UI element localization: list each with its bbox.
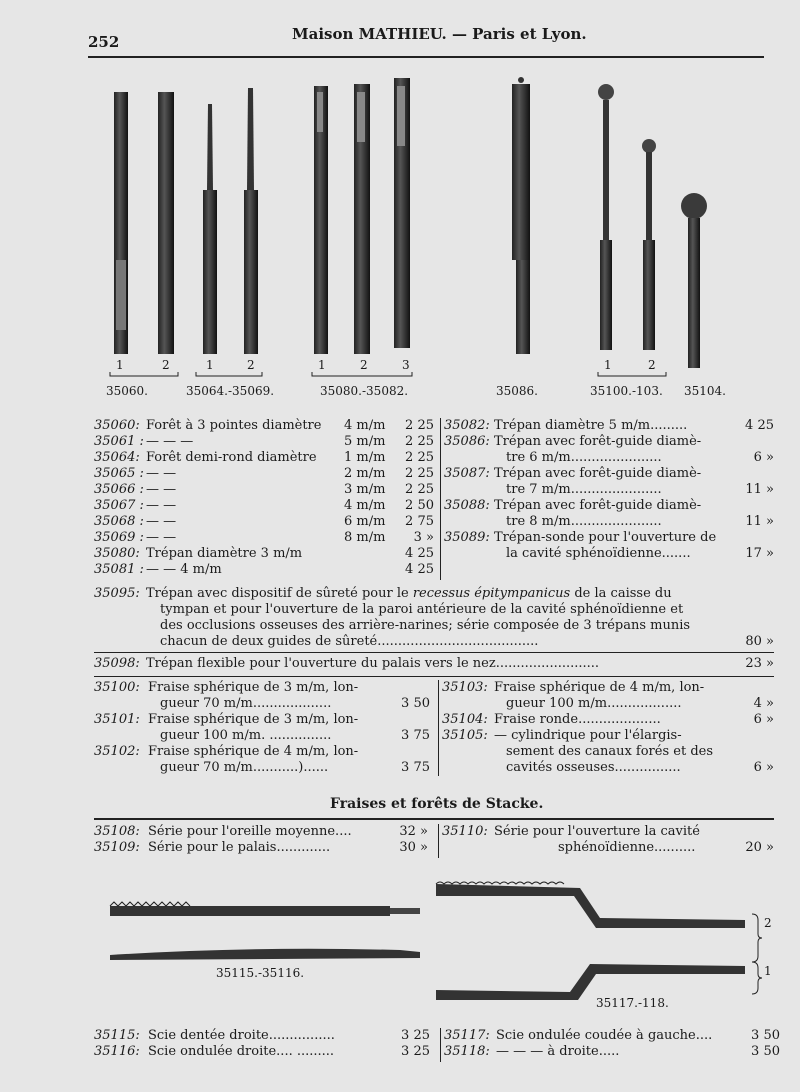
column-divider xyxy=(440,1028,441,1062)
item-code: 35081 : xyxy=(94,562,144,577)
item-code: 35068 : xyxy=(94,514,144,529)
item-price: 80 » xyxy=(745,634,774,649)
item-price: 32 » xyxy=(399,824,428,839)
item-desc: — — xyxy=(146,498,177,513)
item-desc: — — xyxy=(146,530,177,545)
item-desc: Fraise sphérique de 4 m/m, lon- xyxy=(494,680,705,695)
figure-number: 1 xyxy=(116,358,124,372)
item-code: 35066 : xyxy=(94,482,144,497)
straight-toothed-saw xyxy=(110,902,420,916)
figure-caption: 35117.-118. xyxy=(596,996,669,1010)
item-price: 2 25 xyxy=(405,418,434,433)
item-price: 2 25 xyxy=(405,450,434,465)
item-price: 2 25 xyxy=(405,482,434,497)
item-desc: — cylindrique pour l'élargis- xyxy=(494,728,682,743)
figure-caption: 35060. xyxy=(106,384,148,398)
item-desc-cont: sphénoïdienne.......... xyxy=(558,840,696,855)
page-number: 252 xyxy=(88,33,120,51)
item-size: 5 m/m xyxy=(344,434,386,449)
item-desc: Trépan flexible pour l'ouverture du palais vers le nez......................... xyxy=(146,656,600,671)
item-desc: Trépan avec forêt-guide diamè- xyxy=(494,434,702,449)
item-desc-cont: gueur 100 m/m. ............... xyxy=(160,728,332,743)
item-code: 35110: xyxy=(442,824,488,839)
item-code: 35102: xyxy=(94,744,140,759)
item-desc: Série pour le palais............. xyxy=(148,840,331,855)
item-code: 35087: xyxy=(444,466,490,481)
figure-number: 2 xyxy=(764,916,772,930)
item-desc: — — xyxy=(146,466,177,481)
item-code: 35089: xyxy=(444,530,490,545)
figure-number: 1 xyxy=(604,358,612,372)
item-desc: Trépan avec forêt-guide diamè- xyxy=(494,498,702,513)
item-desc: Trépan diamètre 5 m/m......... xyxy=(494,418,688,433)
item-desc-cont: sement des canaux forés et des xyxy=(506,744,714,759)
item-price: 11 » xyxy=(745,482,774,497)
item-code: 35065 : xyxy=(94,466,144,481)
item-code: 35082: xyxy=(444,418,490,433)
item-code: 35064: xyxy=(94,450,140,465)
item-desc: Fraise sphérique de 3 m/m, lon- xyxy=(148,680,359,695)
item-desc: Trépan avec forêt-guide diamè- xyxy=(494,466,702,481)
figure-number: 1 xyxy=(764,964,772,978)
item-desc: Trépan diamètre 3 m/m xyxy=(146,546,303,561)
figure-caption: 35064.-35069. xyxy=(186,384,275,398)
item-code: 35105: xyxy=(442,728,488,743)
brace xyxy=(752,962,762,994)
figure-number: 1 xyxy=(318,358,326,372)
desc-latin: recessus épitympanicus xyxy=(412,586,571,601)
catalog-entry xyxy=(94,1044,436,1060)
item-price: 2 25 xyxy=(405,466,434,481)
page-title: Maison MATHIEU. — Paris et Lyon. xyxy=(292,25,587,43)
item-code: 35116: xyxy=(94,1044,140,1059)
item-code: 35101: xyxy=(94,712,140,727)
item-price: 3 75 xyxy=(401,760,430,775)
item-desc: Série pour l'oreille moyenne.... xyxy=(148,824,352,839)
item-code: 35086: xyxy=(444,434,490,449)
item-desc: Forêt demi-rond diamètre xyxy=(146,450,317,465)
item-price: 20 » xyxy=(745,840,774,855)
item-desc-cont: tre 8 m/m...................... xyxy=(506,514,662,529)
item-desc-cont: tre 7 m/m...................... xyxy=(506,482,662,497)
angled-saw-upper xyxy=(436,882,745,928)
item-size: 3 m/m xyxy=(344,482,386,497)
item-price: 3 50 xyxy=(751,1044,780,1059)
item-price: 3 » xyxy=(413,530,434,545)
item-desc-cont: tre 6 m/m...................... xyxy=(506,450,662,465)
item-price: 4 » xyxy=(753,696,774,711)
brace xyxy=(752,914,762,962)
item-price: 6 » xyxy=(753,450,774,465)
item-code: 35080: xyxy=(94,546,140,561)
item-price: 4 25 xyxy=(405,546,434,561)
figure-number: 2 xyxy=(247,358,255,372)
desc-text: de la caisse du xyxy=(570,586,672,601)
figure-caption: 35100.-103. xyxy=(590,384,663,398)
item-size: 8 m/m xyxy=(344,530,386,545)
angled-saw-lower xyxy=(436,964,745,1000)
item-code: 35100: xyxy=(94,680,140,695)
item-desc: Série pour l'ouverture la cavité xyxy=(494,824,700,839)
item-price: 6 » xyxy=(753,712,774,727)
item-price: 17 » xyxy=(745,546,774,561)
item-size: 4 m/m xyxy=(344,418,386,433)
item-desc: Fraise ronde.................... xyxy=(494,712,661,727)
item-price: 6 » xyxy=(753,760,774,775)
item-code: 35104: xyxy=(442,712,488,727)
item-code: 35103: xyxy=(442,680,488,695)
item-price: 3 75 xyxy=(401,728,430,743)
item-code: 35061 : xyxy=(94,434,144,449)
item-desc-cont: des occlusions osseuses des arrière-narines; série composée de 3 trépans munis xyxy=(160,618,691,633)
item-desc: — — xyxy=(146,514,177,529)
item-desc-cont: gueur 70 m/m................... xyxy=(160,696,332,711)
item-desc-cont: tympan et pour l'ouverture de la paroi antérieure de la cavité sphénoïdienne et xyxy=(160,602,684,617)
item-desc: Scie dentée droite................ xyxy=(148,1028,335,1043)
item-desc: — — 4 m/m xyxy=(146,562,222,577)
figure-number: 2 xyxy=(360,358,368,372)
item-code: 35117: xyxy=(444,1028,490,1043)
figure-number: 2 xyxy=(162,358,170,372)
catalog-entry xyxy=(444,1028,780,1044)
item-code: 35088: xyxy=(444,498,490,513)
item-desc-cont: cavités osseuses................ xyxy=(506,760,681,775)
item-size: 6 m/m xyxy=(344,514,386,529)
figure-caption: 35104. xyxy=(684,384,726,398)
item-code: 35098: xyxy=(94,656,140,671)
straight-wavy-saw xyxy=(110,949,420,960)
item-size: 2 m/m xyxy=(344,466,386,481)
item-desc-cont: gueur 100 m/m.................. xyxy=(506,696,682,711)
item-desc: — — — à droite..... xyxy=(496,1044,620,1059)
item-desc: Trépan-sonde pour l'ouverture de xyxy=(494,530,717,545)
item-price: 3 25 xyxy=(401,1044,430,1059)
list4-right xyxy=(444,1028,780,1060)
item-price: 2 50 xyxy=(405,498,434,513)
item-price: 4 25 xyxy=(405,562,434,577)
item-desc: Forêt à 3 pointes diamètre xyxy=(146,418,322,433)
item-price: 3 50 xyxy=(401,696,430,711)
item-code: 35095: xyxy=(94,586,140,601)
figure-number: 3 xyxy=(402,358,410,372)
item-code: 35109: xyxy=(94,840,140,855)
item-price: 23 » xyxy=(745,656,774,671)
item-desc: — — — xyxy=(146,434,194,449)
item-price: 30 » xyxy=(399,840,428,855)
item-size: 1 m/m xyxy=(344,450,386,465)
section-title: Fraises et forêts de Stacke. xyxy=(330,796,544,812)
item-desc: Scie ondulée coudée à gauche.... xyxy=(496,1028,713,1043)
figure-caption: 35086. xyxy=(496,384,538,398)
list4-left xyxy=(94,1028,436,1060)
item-desc-cont: la cavité sphénoïdienne....... xyxy=(506,546,691,561)
item-price: 2 25 xyxy=(405,434,434,449)
item-price: 11 » xyxy=(745,514,774,529)
item-desc: Fraise sphérique de 3 m/m, lon- xyxy=(148,712,359,727)
item-code: 35067 : xyxy=(94,498,144,513)
desc-text: Trépan avec dispositif de sûreté pour le xyxy=(146,586,413,601)
item-code: 35108: xyxy=(94,824,140,839)
item-price: 3 50 xyxy=(751,1028,780,1043)
item-price: 3 25 xyxy=(401,1028,430,1043)
item-code: 35069 : xyxy=(94,530,144,545)
catalog-entry xyxy=(444,1044,780,1060)
item-desc-cont: gueur 70 m/m...........)...... xyxy=(160,760,329,775)
item-desc-cont: chacun de deux guides de sûreté....................................... xyxy=(160,634,539,649)
item-desc: Fraise sphérique de 4 m/m, lon- xyxy=(148,744,359,759)
figure-caption: 35080.-35082. xyxy=(320,384,409,398)
figure-caption: 35115.-35116. xyxy=(216,966,305,980)
item-desc: Scie ondulée droite.... ......... xyxy=(148,1044,335,1059)
item-code: 35118: xyxy=(444,1044,490,1059)
item-size: 4 m/m xyxy=(344,498,386,513)
item-price: 2 75 xyxy=(405,514,434,529)
item-code: 35060: xyxy=(94,418,140,433)
figure-number: 2 xyxy=(648,358,656,372)
item-price: 4 25 xyxy=(745,418,774,433)
figure-number: 1 xyxy=(206,358,214,372)
item-code: 35115: xyxy=(94,1028,140,1043)
item-desc: — — xyxy=(146,482,177,497)
catalog-entry xyxy=(94,1028,436,1044)
